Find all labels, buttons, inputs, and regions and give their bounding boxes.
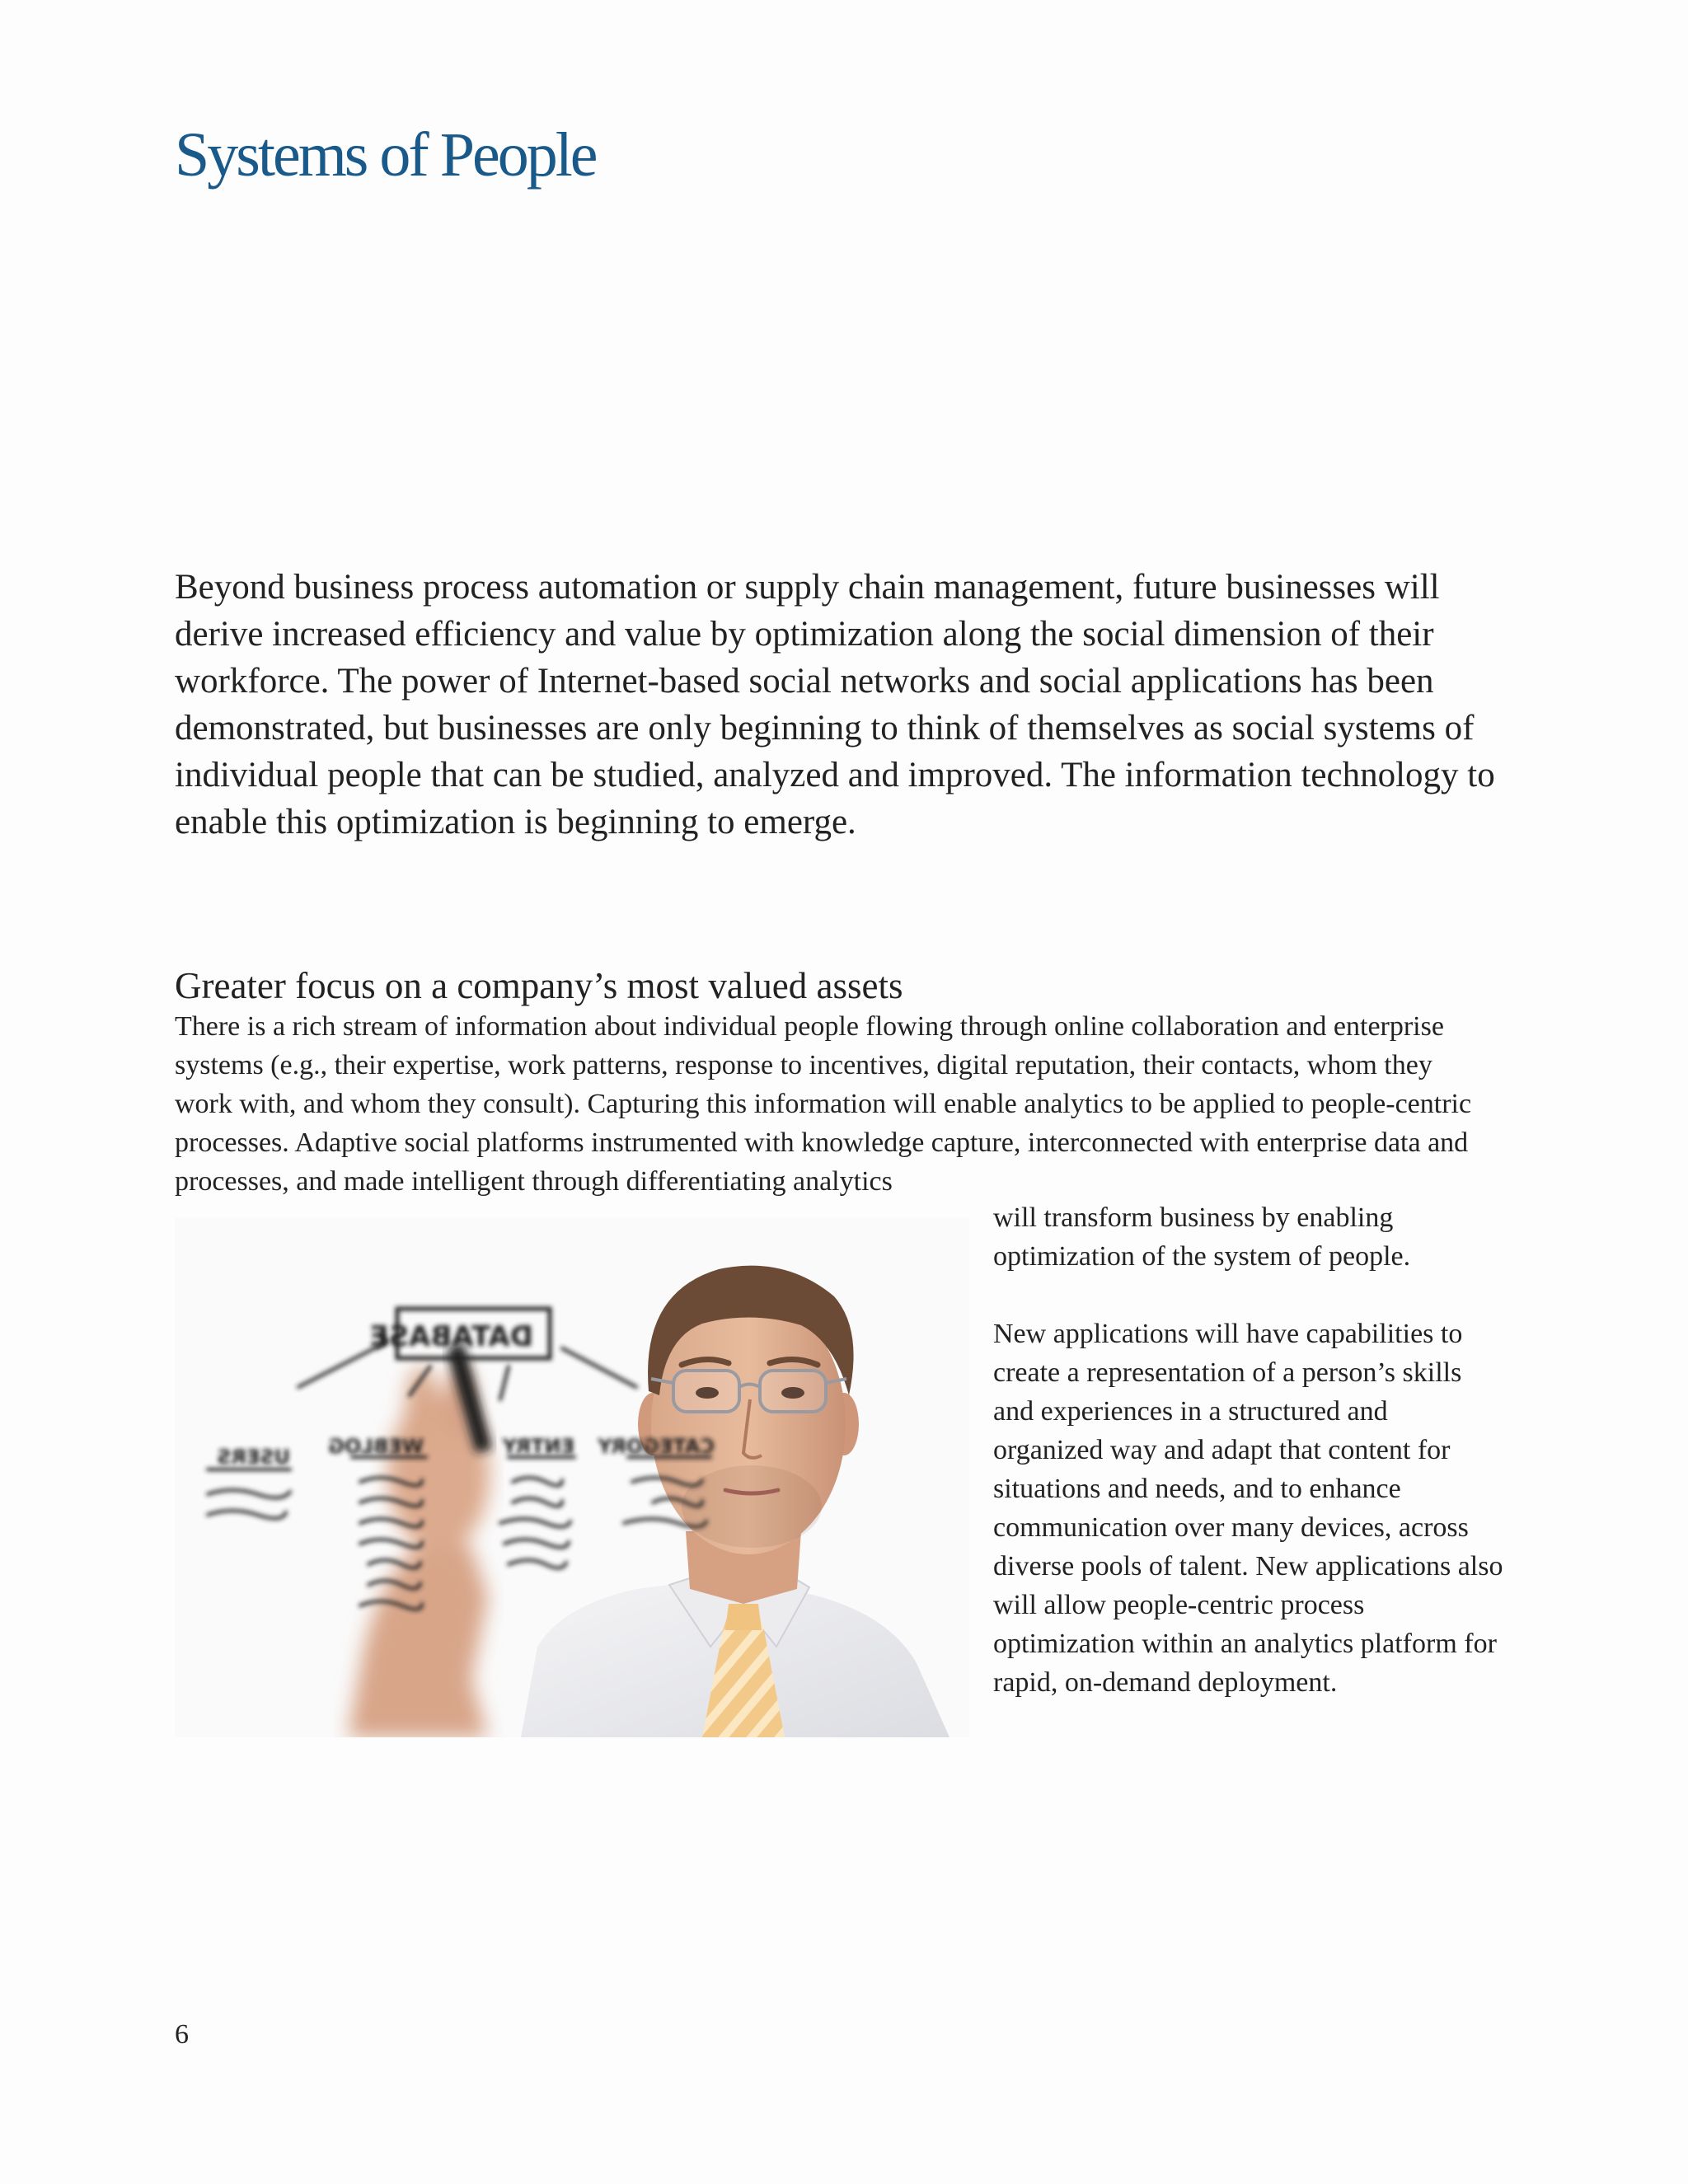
section-body-continued: will transform business by enabling optimization of the system of people. <box>993 1202 1411 1272</box>
man-drawing-diagram-photo <box>175 1218 969 1737</box>
svg-text:CATEGORY: CATEGORY <box>598 1435 715 1458</box>
intro-paragraph: Beyond business process automation or supply chain management, future businesses will derive increased efficiency and value by optimization along the social dimension of their workforce. The power of Internet-based social networks and social applications has been demonstrated, but businesses are only beginning to think of themselves as social systems of individual people that can be studied, analyzed and improved. The information technology to enable this optimization is beginning to emerge. <box>175 568 1495 841</box>
svg-text:DATABASE: DATABASE <box>369 1320 533 1353</box>
page-title: Systems of People <box>175 120 596 190</box>
photo-illustration <box>175 1218 969 1737</box>
section-second-paragraph: New applications will have capabilities to create a representation of a person’s skills and experiences in a structured and organized way and adapt that content for situations and needs, and to enhance communication over many devices, across diverse pools of talent. New applications also will allow people-centric process optimization within an analytics platform for rapid, on-demand deployment. <box>993 1319 1503 1698</box>
section-heading: Greater focus on a company’s most valued assets <box>175 965 903 1006</box>
section-body: There is a rich stream of information about individual people flowing through online collaboration and enterprise systems (e.g., their expertise, work patterns, response to incentives, digital reputation, their contacts, whom they work with, and whom they consult). Capturing this information will enable analytics to be applied to people-centric processes. Adaptive social platforms instrumented with knowledge capture, interconnected with enterprise data and processes, and made intelligent through differentiating analytics <box>175 1011 1472 1197</box>
svg-text:WEBLOG: WEBLOG <box>328 1435 424 1458</box>
svg-text:USERS: USERS <box>217 1446 290 1469</box>
wrapped-side-text <box>993 1198 1504 1702</box>
page-number: 6 <box>175 2019 189 2050</box>
svg-text:ENTRY: ENTRY <box>502 1435 574 1458</box>
